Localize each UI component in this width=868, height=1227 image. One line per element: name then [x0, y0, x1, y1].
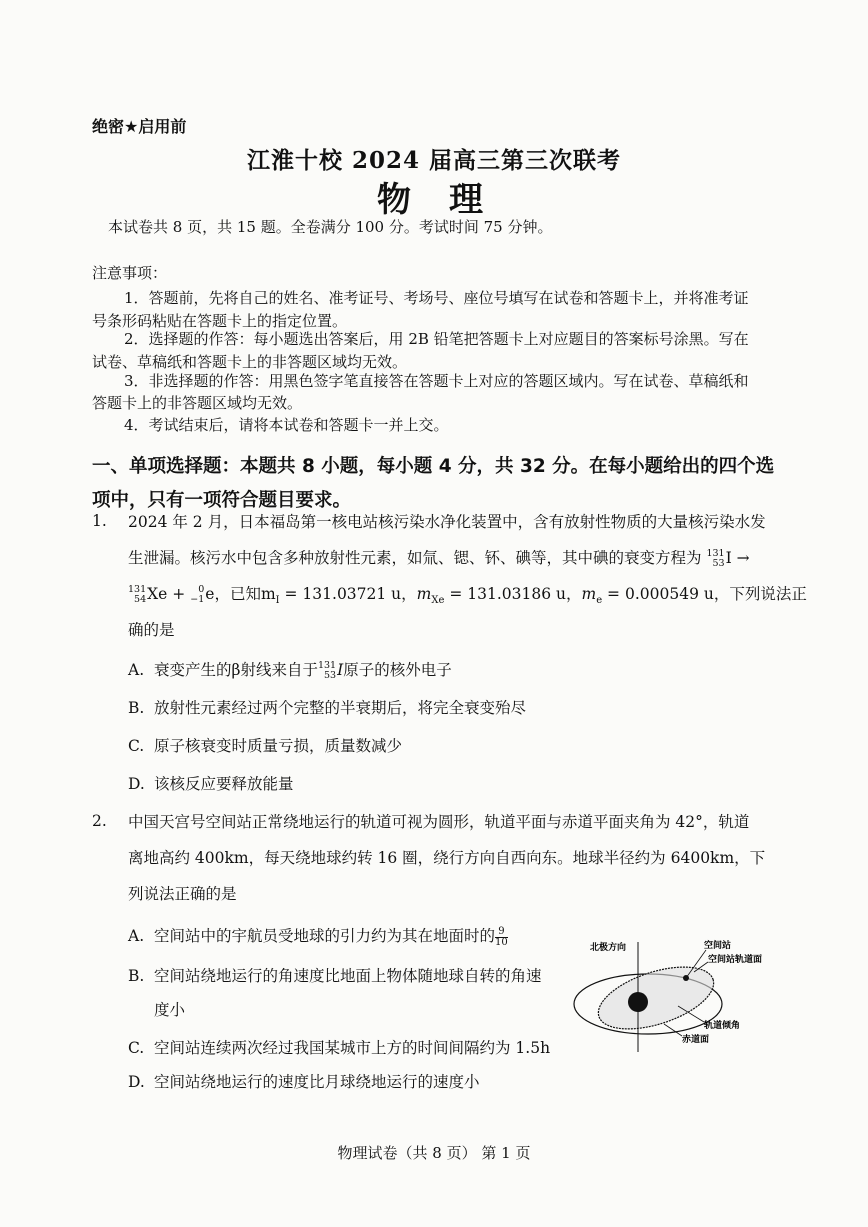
question-text-line	[128, 544, 750, 573]
option-letter: B.	[128, 967, 145, 985]
section-heading: 一、单项选择题：本题共 8 小题，每小题 4 分，共 32 分。在每小题给出的四个选项中，只有一项符合题目要求。	[92, 456, 775, 511]
option-b[interactable]	[128, 696, 526, 718]
option-text-continued: 度小	[154, 1001, 186, 1019]
question-text: 确的是	[128, 621, 175, 639]
notice-line: 4．考试结束后，请将本试卷和答题卡一并上交。	[124, 416, 449, 434]
confidential-mark: 绝密★启用前	[92, 117, 187, 136]
option-text: 空间站绕地运行的角速度比地面上物体随地球自转的角速	[154, 967, 542, 985]
option-letter: A.	[128, 661, 145, 679]
option-text: 该核反应要释放能量	[154, 775, 294, 793]
orbit-plane-label: 空间站轨道面	[708, 955, 763, 965]
subject-title: 物理	[377, 180, 521, 220]
given-value: = 131.03186 u，	[444, 585, 582, 603]
option-text: 衰变产生的β射线来自于	[154, 661, 318, 679]
equation-line	[128, 580, 807, 615]
orbit-plane-ellipse	[591, 955, 721, 1042]
element-symbol: I	[337, 661, 344, 679]
option-letter: A.	[128, 927, 145, 945]
label-pointer	[664, 1024, 682, 1036]
earth-icon	[628, 992, 648, 1012]
option-d[interactable]	[128, 1070, 480, 1092]
page-footer: 物理试卷（共 8 页） 第 1 页	[337, 1144, 531, 1162]
notice-line: 号条形码粘贴在答题卡上的指定位置。	[92, 312, 348, 330]
option-text: 空间站中的宇航员受地球的引力约为其在地面时的	[154, 927, 496, 945]
option-text: 原子的核外电子	[343, 661, 452, 679]
plus-symbol: +	[172, 585, 186, 603]
option-a[interactable]	[128, 924, 509, 948]
question-text: 2024 年 2 月，日本福岛第一核电站核污染水净化装置中，含有放射性物质的大量核污染水发	[128, 513, 766, 531]
element-symbol: e	[205, 585, 215, 603]
given-value: = 131.03721 u，	[279, 585, 417, 603]
mass-symbol: m	[581, 585, 597, 603]
question-text: 离地高约 400km，每天绕地球约转 16 圈，绕行方向自西向东。地球半径约为 6400km，下	[128, 849, 766, 867]
exam-description: 本试卷共 8 页，共 15 题。全卷满分 100 分。考试时间 75 分钟。	[108, 218, 553, 236]
option-d[interactable]	[128, 772, 294, 794]
subscript: e	[596, 595, 603, 607]
question-text: 中国天宫号空间站正常绕地运行的轨道可视为圆形，轨道平面与赤道平面夹角为 42°，轨道	[128, 813, 750, 831]
subscript: I	[275, 595, 280, 607]
question-text: 列说法正确的是	[128, 885, 237, 903]
isotope-label: 131 53	[317, 660, 337, 681]
orbit-diagram	[568, 932, 808, 1062]
option-text: 原子核衰变时质量亏损，质量数减少	[154, 737, 403, 755]
exam-title: 江淮十校 2024 届高三第三次联考	[246, 147, 622, 174]
option-c[interactable]	[128, 1036, 550, 1058]
isotope-label: 131 53	[706, 548, 725, 569]
question-number: 2.	[92, 812, 107, 830]
option-b[interactable]	[128, 964, 542, 986]
given-text: ，已知m	[214, 585, 276, 603]
element-symbol: I	[725, 549, 732, 567]
fraction: $\frac{9}{10}$	[495, 925, 508, 948]
question-text: 生泄漏。核污水中包含多种放射性元素，如氚、锶、钚、碘等，其中碘的衰变方程为	[128, 549, 702, 567]
option-text: 空间站连续两次经过我国某城市上方的时间间隔约为 1.5h	[154, 1039, 551, 1057]
option-text: 空间站绕地运行的速度比月球绕地运行的速度小	[154, 1073, 480, 1091]
inclination-label: 轨道倾角	[704, 1021, 741, 1031]
equator-plane-label: 赤道面	[682, 1035, 710, 1045]
isotope-label: 131 54	[128, 584, 147, 605]
option-letter: C.	[128, 1039, 145, 1057]
north-direction-label: 北极方向	[590, 943, 627, 953]
option-letter: B.	[128, 699, 145, 717]
option-letter: C.	[128, 737, 145, 755]
option-letter: D.	[128, 1073, 145, 1091]
notice-line: 1．答题前，先将自己的姓名、准考证号、考场号、座位号填写在试卷和答题卡上，并将准考证	[124, 289, 749, 307]
option-text: 放射性元素经过两个完整的半衰期后，将完全衰变殆尽	[154, 699, 527, 717]
arrow-symbol: →	[736, 549, 750, 567]
mass-symbol: m	[416, 585, 432, 603]
notice-line: 试卷、草稿纸和答题卡上的非答题区域均无效。	[92, 353, 408, 371]
notice-line: 3．非选择题的作答：用黑色签字笔直接答在答题卡上对应的答题区域内。写在试卷、草稿纸和	[124, 372, 749, 390]
station-label: 空间站	[704, 941, 732, 951]
option-a[interactable]	[128, 658, 452, 681]
given-value: = 0.000549 u，下列说法正	[602, 585, 807, 603]
notice-line: 答题卡上的非答题区域均无效。	[92, 394, 303, 412]
subscript: Xe	[431, 595, 445, 607]
option-letter: D.	[128, 775, 145, 793]
notice-heading: 注意事项：	[92, 264, 168, 282]
notice-line: 2．选择题的作答：每小题选出答案后，用 2B 铅笔把答题卡上对应题目的答案标号涂黑。写在	[124, 330, 749, 348]
question-number: 1.	[92, 512, 107, 530]
option-c[interactable]	[128, 734, 402, 756]
element-symbol: Xe	[147, 585, 168, 603]
isotope-label: 0 −1	[190, 584, 205, 605]
